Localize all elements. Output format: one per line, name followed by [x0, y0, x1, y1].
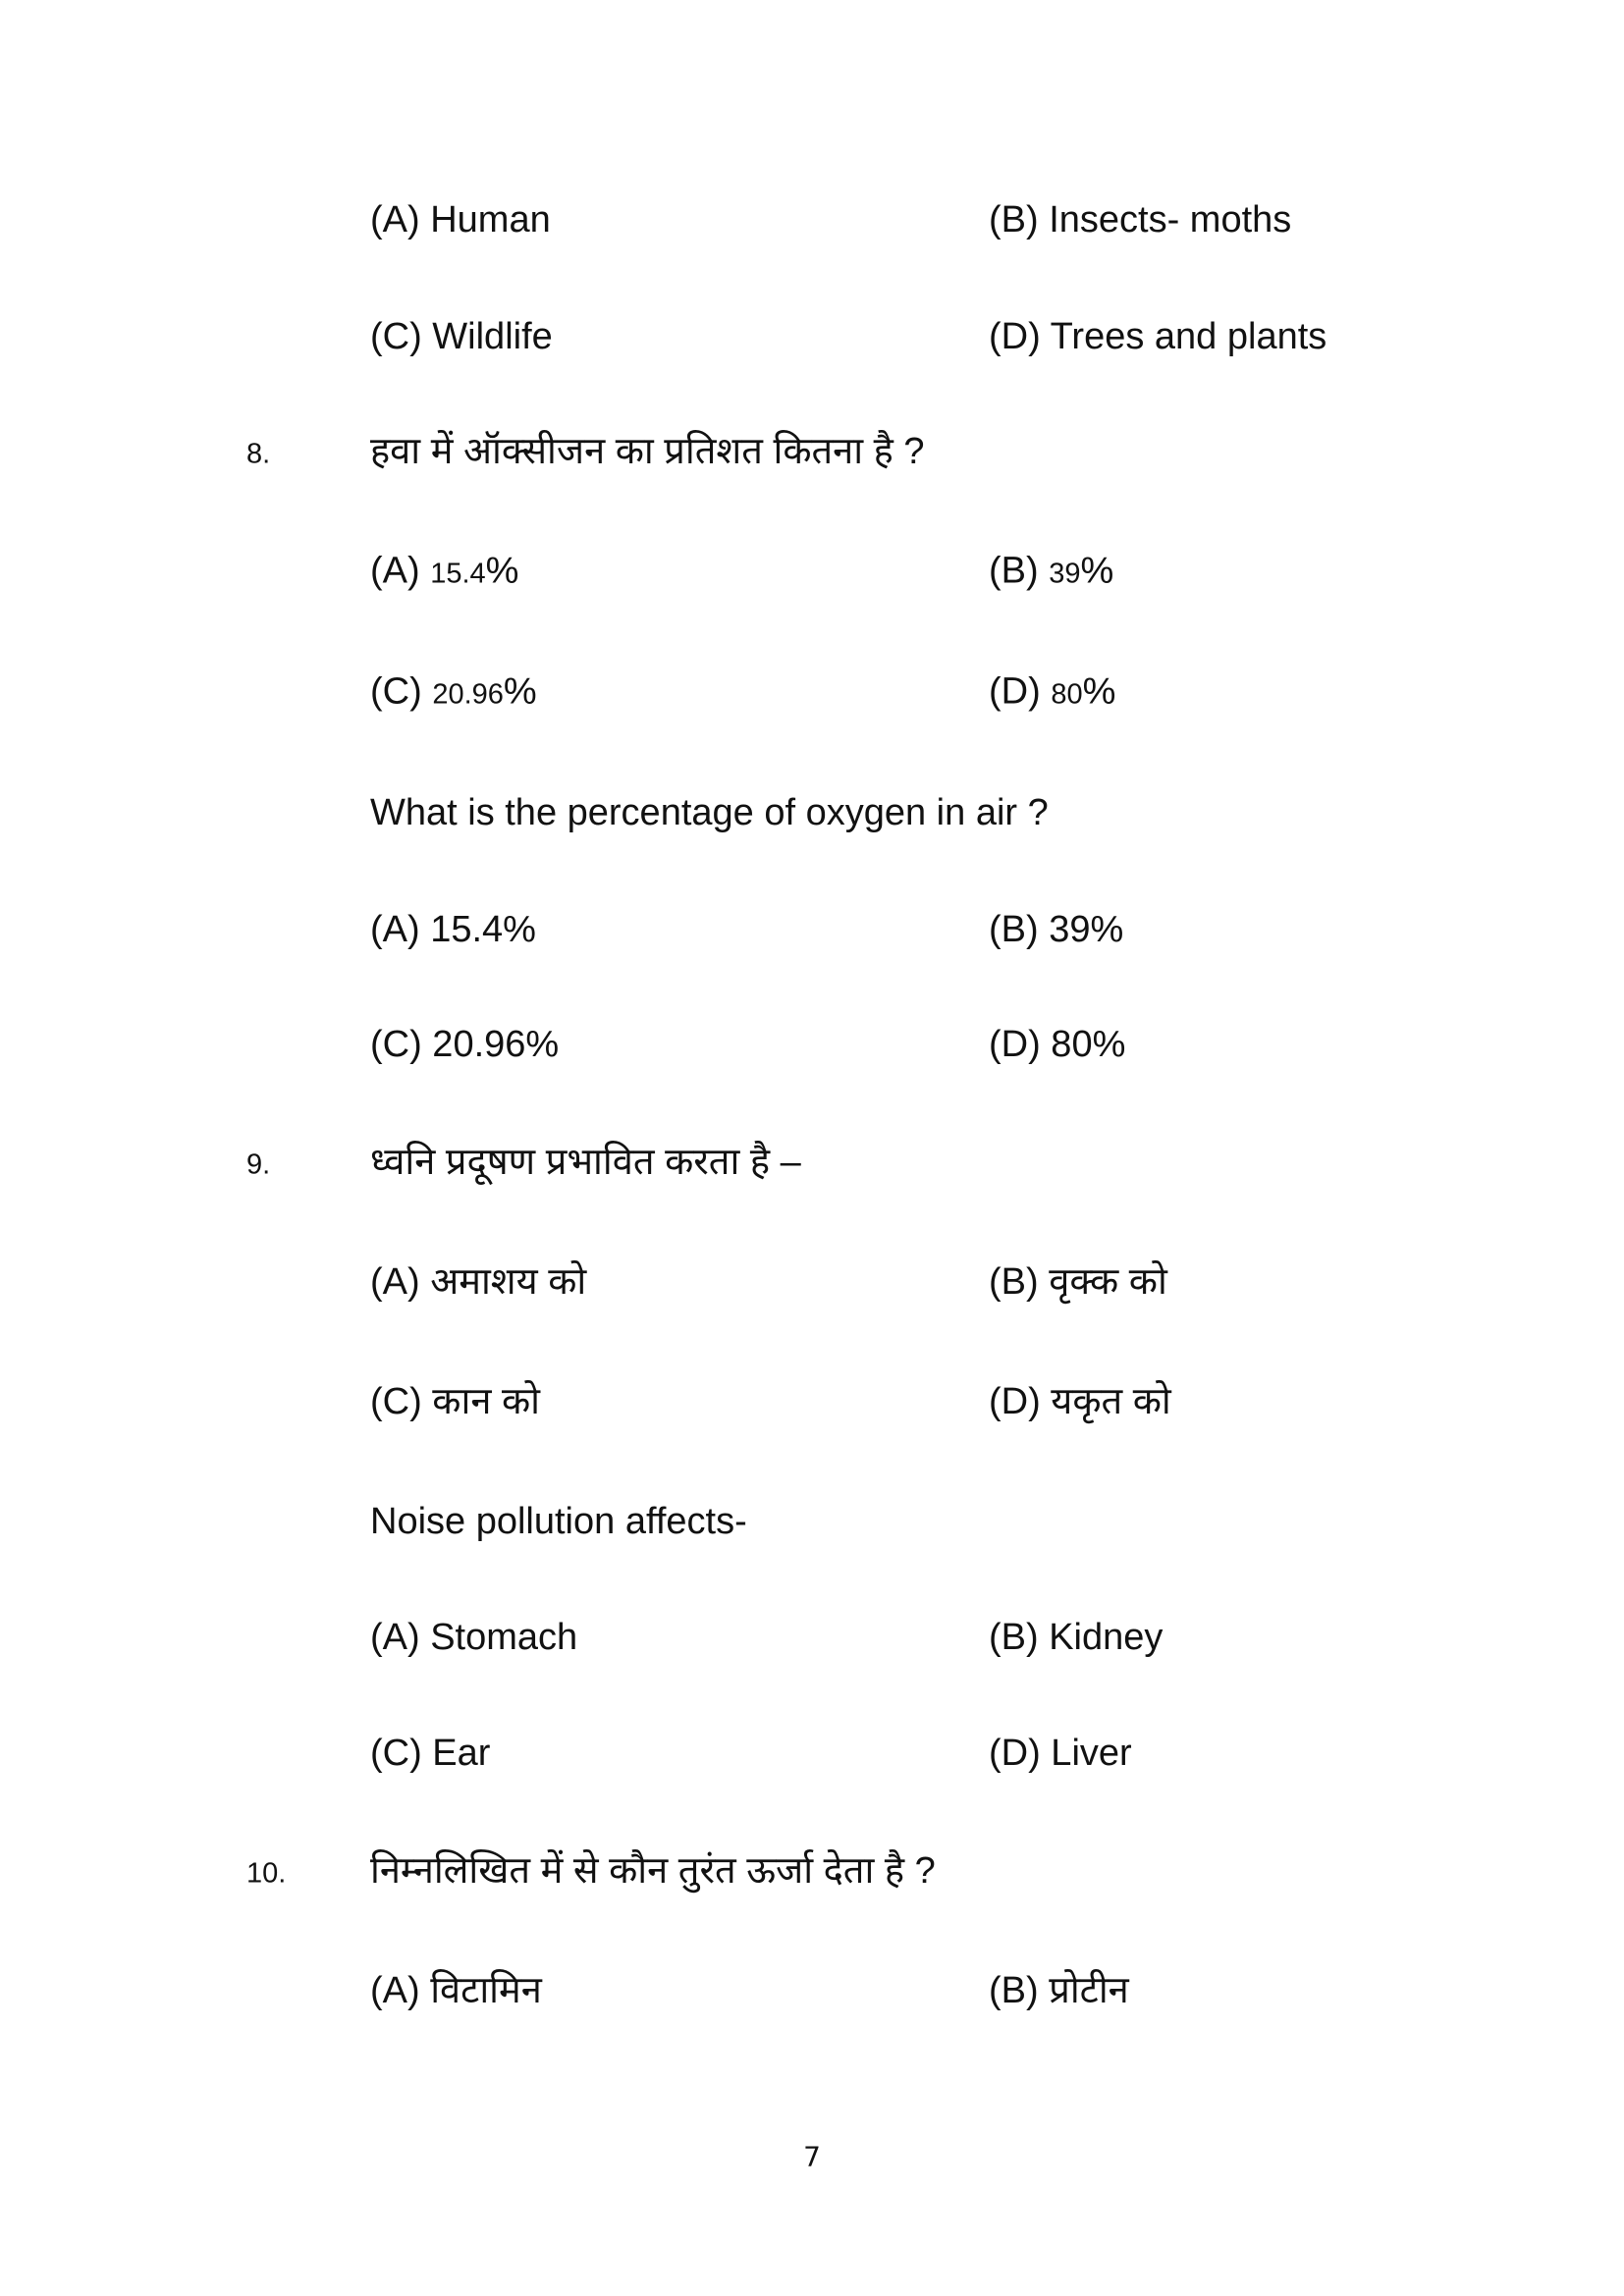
q7-option-b: (B) Insects- moths	[989, 199, 1292, 240]
q7-option-c: (C) Wildlife	[370, 316, 553, 357]
value: 15.4	[430, 558, 486, 590]
value: 80	[1051, 678, 1083, 711]
q8-hindi-option-b	[989, 550, 1113, 596]
q7-option-a: (A) Human	[370, 199, 551, 240]
q9-option-c: (C) Ear	[370, 1733, 491, 1774]
label: (B)	[989, 550, 1039, 592]
q10-hindi-question: निम्नलिखित में से कौन तुरंत ऊर्जा देता है ?	[370, 1850, 936, 1892]
q8-hindi-option-a	[370, 550, 518, 596]
q8-option-d: (D) 80%	[989, 1024, 1126, 1065]
q9-option-d: (D) Liver	[989, 1733, 1132, 1774]
q9-hindi-option-b: (B) वृक्क को	[989, 1261, 1167, 1303]
q9-option-a: (A) Stomach	[370, 1617, 578, 1658]
unit: %	[503, 670, 537, 713]
q10-hindi-option-a: (A) विटामिन	[370, 1970, 542, 2011]
label: (D)	[989, 670, 1041, 713]
q8-option-c: (C) 20.96%	[370, 1024, 560, 1065]
q9-hindi-option-d: (D) यकृत को	[989, 1381, 1171, 1422]
q9-hindi-option-c: (C) कान को	[370, 1381, 541, 1422]
q8-hindi-option-d	[989, 670, 1115, 717]
q8-hindi-option-c	[370, 670, 537, 717]
value: 20.96	[432, 678, 504, 711]
q9-hindi-question: ध्वनि प्रदूषण प्रभावित करता है –	[370, 1142, 801, 1183]
unit: %	[1082, 670, 1116, 713]
unit: %	[1080, 550, 1114, 592]
q9-number: 9.	[246, 1148, 271, 1181]
page-number: 7	[803, 2140, 821, 2173]
q8-option-b: (B) 39%	[989, 909, 1124, 950]
q8-option-a: (A) 15.4%	[370, 909, 536, 950]
unit: %	[485, 550, 519, 592]
q8-hindi-question: हवा में ऑक्सीजन का प्रतिशत कितना है ?	[370, 431, 925, 472]
value: 39	[1049, 558, 1081, 590]
q9-option-b: (B) Kidney	[989, 1617, 1164, 1658]
q9-hindi-option-a: (A) अमाशय को	[370, 1261, 587, 1303]
q10-hindi-option-b: (B) प्रोटीन	[989, 1970, 1129, 2011]
q9-english-question: Noise pollution affects-	[370, 1501, 747, 1542]
q7-option-d: (D) Trees and plants	[989, 316, 1327, 357]
q10-number: 10.	[246, 1857, 287, 1890]
q8-english-question: What is the percentage of oxygen in air ?	[370, 792, 1049, 833]
q8-number: 8.	[246, 438, 271, 470]
label: (A)	[370, 550, 420, 592]
label: (C)	[370, 670, 422, 713]
